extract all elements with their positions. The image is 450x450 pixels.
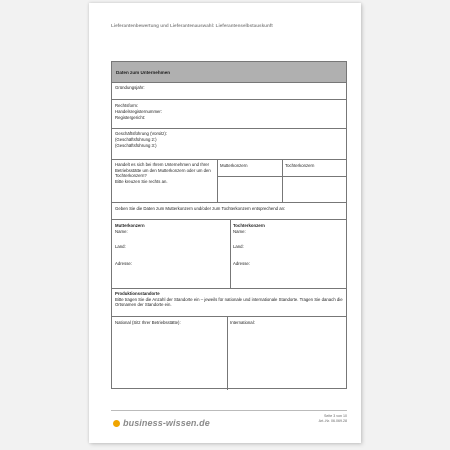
- production-block: [115, 291, 345, 308]
- subsidiary-option-label: Tochterkonzern: [285, 163, 315, 168]
- subsidiary-country-label: Land:: [233, 244, 244, 249]
- brand-dot-icon: [113, 420, 120, 427]
- register-court-label: Registergericht:: [115, 115, 146, 120]
- parent-country-label: Land:: [115, 244, 126, 249]
- page-number: Seite 3 von 10: [324, 414, 347, 418]
- management-3-label: (Geschäftsführung 3:): [115, 143, 157, 148]
- founding-year-label: Gründungsjahr:: [115, 85, 145, 90]
- parent-address-label: Adresse:: [115, 261, 132, 266]
- page-info: [319, 414, 347, 424]
- parent-heading: Mutterkonzern: [115, 223, 145, 228]
- management-2-label: (Geschäftsführung 2:): [115, 137, 157, 142]
- legal-form-label: Rechtsform:: [115, 103, 139, 108]
- subsidiary-heading: Tochterkonzern: [233, 223, 265, 228]
- article-number: Art.-Nr. 06.069.28: [318, 419, 347, 424]
- divider: [112, 202, 346, 203]
- subsidiary-checkbox-cell[interactable]: [282, 176, 348, 202]
- parent-block: [115, 223, 145, 234]
- divider: [112, 316, 346, 317]
- subsidiary-address-label: Adresse:: [233, 261, 250, 266]
- trade-register-number-label: Handelsregisternummer:: [115, 109, 163, 114]
- parent-name-label: Name:: [115, 228, 128, 234]
- divider: [230, 219, 231, 288]
- group-question: [115, 162, 215, 185]
- divider: [227, 316, 228, 390]
- group-details-prompt: Geben Sie die Daten zum Mutterkonzern und/oder zum Tochterkonzern entsprechend an:: [115, 206, 286, 211]
- parent-option-label: Mutterkonzern: [220, 163, 248, 168]
- national-sites-label: National (Sitz Ihrer Betriebsstätte):: [115, 320, 181, 325]
- parent-checkbox-cell[interactable]: [217, 176, 282, 202]
- international-sites-label: International:: [230, 320, 255, 325]
- section-header: Daten zum Unternehmen: [116, 70, 171, 75]
- subsidiary-name-label: Name:: [233, 228, 246, 234]
- divider: [112, 159, 346, 160]
- production-heading: Produktionsstandorte: [115, 291, 160, 296]
- document-title: Lieferantenbewertung und Lieferantenauswahl: Lieferantenselbstauskunft: [111, 23, 273, 28]
- divider: [112, 219, 346, 220]
- management-1-label: Geschäftsführung (Vorsitz):: [115, 131, 168, 136]
- subsidiary-block: [233, 223, 265, 234]
- divider: [112, 99, 346, 100]
- supplier-form: [111, 61, 347, 389]
- brand-name: business-wissen.de: [123, 418, 210, 428]
- brand-logo: [113, 418, 210, 428]
- footer-divider: [111, 410, 347, 411]
- divider: [112, 288, 346, 289]
- group-question-text: Handelt es sich bei Ihrem Unternehmen und Ihrer Betriebsstätte um den Mutterkonzern oder um den Tochterkonzern?: [115, 162, 211, 179]
- group-instruction: Bitte kreuzen Sie rechts an.: [115, 179, 168, 185]
- document-page: [89, 3, 361, 443]
- divider: [112, 82, 346, 83]
- divider: [112, 128, 346, 129]
- production-instruction: Bitte tragen Sie die Anzahl der Standorte ein – jeweils für nationale und internationale Standorte. Tragen Sie danach die Ortsnamen der Standorte ein.: [115, 296, 343, 308]
